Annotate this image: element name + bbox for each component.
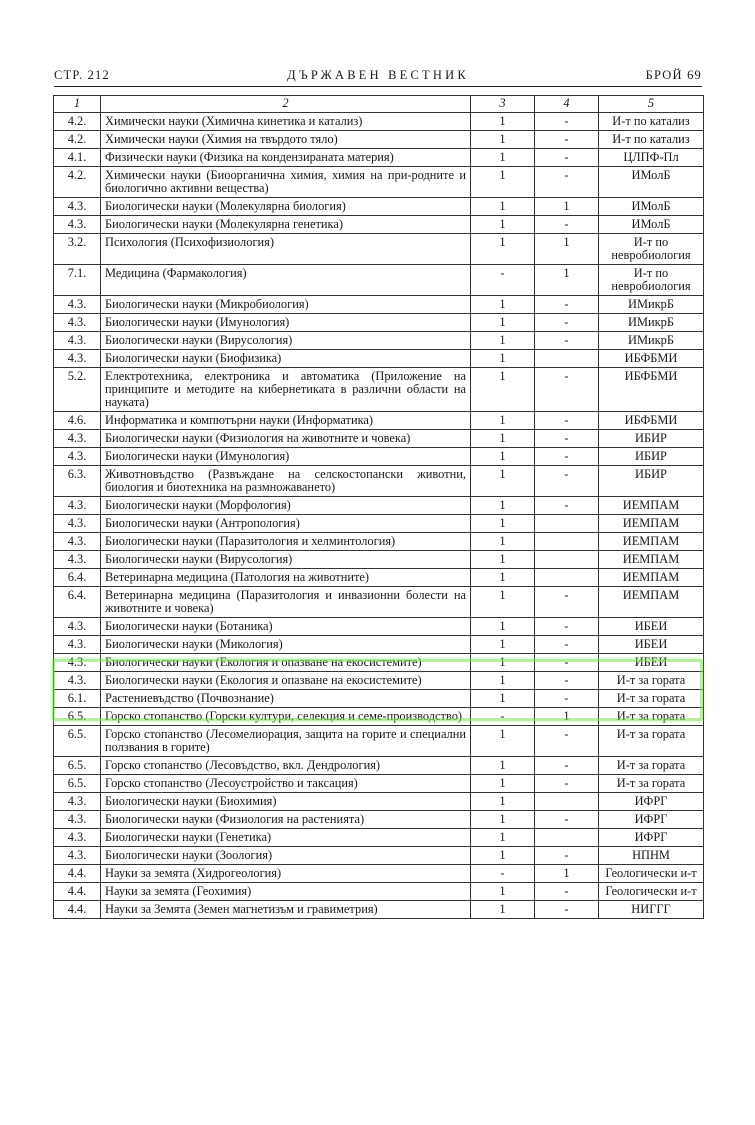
count-col4-cell: - — [535, 314, 599, 332]
table-row — [54, 350, 704, 368]
table-row — [54, 265, 704, 296]
count-col3-cell: 1 — [471, 587, 535, 618]
field-cell: Биологически науки (Имунология) — [101, 314, 471, 332]
count-col3-cell: 1 — [471, 314, 535, 332]
code-cell: 6.3. — [54, 466, 101, 497]
count-col3-cell: 1 — [471, 829, 535, 847]
code-cell: 4.3. — [54, 198, 101, 216]
code-cell: 6.5. — [54, 757, 101, 775]
count-col3-cell: 1 — [471, 726, 535, 757]
count-col4-cell: - — [535, 847, 599, 865]
table-row — [54, 726, 704, 757]
institute-cell: ИБФБМИ — [599, 368, 704, 412]
table-row — [54, 636, 704, 654]
count-col4-cell: - — [535, 654, 599, 672]
count-col4-cell: - — [535, 131, 599, 149]
field-cell: Горско стопанство (Лесомелиорация, защита на горите и специални ползвания в горите) — [101, 726, 471, 757]
table-row — [54, 672, 704, 690]
institute-cell: ИМикрБ — [599, 314, 704, 332]
field-cell: Физически науки (Физика на кондензираната материя) — [101, 149, 471, 167]
institute-cell: И-т по невробиология — [599, 265, 704, 296]
table-row — [54, 167, 704, 198]
count-col4-cell: 1 — [535, 865, 599, 883]
table-row — [54, 515, 704, 533]
field-cell: Биологически науки (Микробиология) — [101, 296, 471, 314]
count-col4-cell: - — [535, 448, 599, 466]
count-col4-cell: - — [535, 757, 599, 775]
institute-cell: ИЕМПАМ — [599, 569, 704, 587]
institute-cell: ИЕМПАМ — [599, 515, 704, 533]
count-col3-cell: 1 — [471, 569, 535, 587]
institute-cell: Геологически и-т — [599, 883, 704, 901]
count-col3-cell: 1 — [471, 672, 535, 690]
institute-cell: И-т по катализ — [599, 113, 704, 131]
field-cell: Биологически науки (Микология) — [101, 636, 471, 654]
institute-cell: ИБИР — [599, 466, 704, 497]
code-cell: 6.5. — [54, 775, 101, 793]
institute-cell: ИФРГ — [599, 829, 704, 847]
code-cell: 4.3. — [54, 332, 101, 350]
code-cell: 4.4. — [54, 901, 101, 919]
institute-cell: ИФРГ — [599, 811, 704, 829]
count-col3-cell: 1 — [471, 296, 535, 314]
institute-cell: ИБЕИ — [599, 618, 704, 636]
institute-cell: ИБФБМИ — [599, 350, 704, 368]
column-number: 4 — [535, 96, 599, 113]
field-cell: Химически науки (Химия на твърдото тяло) — [101, 131, 471, 149]
field-cell: Биологически науки (Имунология) — [101, 448, 471, 466]
field-cell: Горско стопанство (Лесоустройство и таксация) — [101, 775, 471, 793]
page-header — [54, 68, 702, 84]
field-cell: Горско стопанство (Лесовъдство, вкл. Дендрология) — [101, 757, 471, 775]
institute-cell: ИМикрБ — [599, 332, 704, 350]
field-cell: Биологически науки (Екология и опазване на екосистемите) — [101, 672, 471, 690]
count-col4-cell: - — [535, 811, 599, 829]
table-row — [54, 811, 704, 829]
code-cell: 6.4. — [54, 569, 101, 587]
code-cell: 4.2. — [54, 131, 101, 149]
count-col4-cell — [535, 551, 599, 569]
code-cell: 4.3. — [54, 847, 101, 865]
count-col4-cell: 1 — [535, 198, 599, 216]
count-col4-cell: - — [535, 618, 599, 636]
code-cell: 6.5. — [54, 708, 101, 726]
count-col3-cell: 1 — [471, 654, 535, 672]
field-cell: Биологически науки (Вирусология) — [101, 332, 471, 350]
column-number: 2 — [101, 96, 471, 113]
count-col3-cell: 1 — [471, 412, 535, 430]
field-cell: Биологически науки (Паразитология и хелминтология) — [101, 533, 471, 551]
code-cell: 4.3. — [54, 551, 101, 569]
count-col4-cell: - — [535, 412, 599, 430]
field-cell: Биологически науки (Молекулярна генетика) — [101, 216, 471, 234]
count-col3-cell: 1 — [471, 551, 535, 569]
institute-cell: И-т по невробиология — [599, 234, 704, 265]
count-col4-cell: - — [535, 636, 599, 654]
code-cell: 4.3. — [54, 314, 101, 332]
code-cell: 4.3. — [54, 296, 101, 314]
institute-cell: Геологически и-т — [599, 865, 704, 883]
institute-cell: ИМолБ — [599, 167, 704, 198]
count-col3-cell: 1 — [471, 690, 535, 708]
institute-cell: ИЕМПАМ — [599, 551, 704, 569]
publication-title: ДЪРЖАВЕН ВЕСТНИК — [287, 68, 469, 82]
field-cell: Химически науки (Химична кинетика и катализ) — [101, 113, 471, 131]
field-cell: Биологически науки (Биохимия) — [101, 793, 471, 811]
field-cell: Информатика и компютърни науки (Информатика) — [101, 412, 471, 430]
code-cell: 4.6. — [54, 412, 101, 430]
count-col4-cell: - — [535, 497, 599, 515]
institute-cell: И-т за гората — [599, 757, 704, 775]
institute-cell: ИМикрБ — [599, 296, 704, 314]
field-cell: Биологически науки (Морфология) — [101, 497, 471, 515]
table-row — [54, 757, 704, 775]
column-number: 5 — [599, 96, 704, 113]
count-col3-cell: 1 — [471, 618, 535, 636]
code-cell: 4.3. — [54, 618, 101, 636]
institute-cell: ИЕМПАМ — [599, 497, 704, 515]
table-row — [54, 690, 704, 708]
count-col3-cell: 1 — [471, 198, 535, 216]
table-row — [54, 466, 704, 497]
institute-cell: НПНМ — [599, 847, 704, 865]
count-col4-cell — [535, 569, 599, 587]
code-cell: 4.3. — [54, 811, 101, 829]
field-cell: Биологически науки (Молекулярна биология) — [101, 198, 471, 216]
code-cell: 4.2. — [54, 167, 101, 198]
count-col3-cell: 1 — [471, 149, 535, 167]
institute-cell: ИБИР — [599, 448, 704, 466]
header-divider — [54, 86, 702, 87]
table-row — [54, 216, 704, 234]
institute-cell: ИМолБ — [599, 198, 704, 216]
table-row — [54, 113, 704, 131]
field-cell: Химически науки (Биоорганична химия, химия на при-родните и биологично активни вещества) — [101, 167, 471, 198]
count-col3-cell: 1 — [471, 847, 535, 865]
table-row — [54, 430, 704, 448]
institute-cell: ЦЛПФ-Пл — [599, 149, 704, 167]
code-cell: 4.3. — [54, 497, 101, 515]
code-cell: 6.4. — [54, 587, 101, 618]
count-col4-cell: - — [535, 296, 599, 314]
table-row — [54, 551, 704, 569]
page-number: СТР. 212 — [54, 68, 110, 82]
count-col4-cell — [535, 515, 599, 533]
count-col3-cell: 1 — [471, 234, 535, 265]
field-cell: Биологически науки (Екология и опазване на екосистемите) — [101, 654, 471, 672]
table-row — [54, 296, 704, 314]
table-row — [54, 793, 704, 811]
count-col3-cell: 1 — [471, 793, 535, 811]
code-cell: 7.1. — [54, 265, 101, 296]
count-col3-cell: 1 — [471, 368, 535, 412]
code-cell: 4.3. — [54, 654, 101, 672]
institute-cell: НИГГГ — [599, 901, 704, 919]
code-cell: 4.3. — [54, 829, 101, 847]
count-col4-cell — [535, 829, 599, 847]
institute-cell: ИБИР — [599, 430, 704, 448]
table-row — [54, 883, 704, 901]
code-cell: 4.3. — [54, 636, 101, 654]
table-row — [54, 412, 704, 430]
field-cell: Биологически науки (Генетика) — [101, 829, 471, 847]
count-col4-cell: - — [535, 901, 599, 919]
count-col3-cell: 1 — [471, 883, 535, 901]
positions-table — [53, 95, 704, 919]
table-row — [54, 368, 704, 412]
code-cell: 4.3. — [54, 350, 101, 368]
count-col4-cell: - — [535, 216, 599, 234]
field-cell: Биологически науки (Вирусология) — [101, 551, 471, 569]
table-row — [54, 533, 704, 551]
table-row — [54, 314, 704, 332]
institute-cell: И-т за гората — [599, 775, 704, 793]
table-row — [54, 708, 704, 726]
count-col4-cell: - — [535, 332, 599, 350]
count-col3-cell: 1 — [471, 533, 535, 551]
field-cell: Ветеринарна медицина (Паразитология и инвазионни болести на животните и човека) — [101, 587, 471, 618]
count-col3-cell: 1 — [471, 636, 535, 654]
count-col3-cell: 1 — [471, 466, 535, 497]
count-col4-cell: - — [535, 113, 599, 131]
field-cell: Горско стопанство (Горски култури, селекция и семе-производство) — [101, 708, 471, 726]
count-col3-cell: 1 — [471, 775, 535, 793]
code-cell: 4.3. — [54, 672, 101, 690]
column-number: 3 — [471, 96, 535, 113]
code-cell: 4.3. — [54, 533, 101, 551]
table-row — [54, 332, 704, 350]
code-cell: 4.4. — [54, 865, 101, 883]
code-cell: 4.3. — [54, 448, 101, 466]
code-cell: 4.3. — [54, 430, 101, 448]
count-col4-cell: - — [535, 466, 599, 497]
count-col4-cell: - — [535, 775, 599, 793]
count-col3-cell: 1 — [471, 901, 535, 919]
code-cell: 5.2. — [54, 368, 101, 412]
count-col3-cell: 1 — [471, 131, 535, 149]
institute-cell: И-т за гората — [599, 690, 704, 708]
field-cell: Науки за земята (Геохимия) — [101, 883, 471, 901]
count-col3-cell: 1 — [471, 113, 535, 131]
code-cell: 4.1. — [54, 149, 101, 167]
table-row — [54, 131, 704, 149]
field-cell: Животновъдство (Развъждане на селскостопански животни, биология и биотехника на размножаването) — [101, 466, 471, 497]
institute-cell: И-т по катализ — [599, 131, 704, 149]
count-col4-cell: 1 — [535, 708, 599, 726]
table-row — [54, 448, 704, 466]
count-col4-cell — [535, 793, 599, 811]
table-row — [54, 569, 704, 587]
field-cell: Психология (Психофизиология) — [101, 234, 471, 265]
count-col4-cell — [535, 533, 599, 551]
field-cell: Растениевъдство (Почвознание) — [101, 690, 471, 708]
field-cell: Биологически науки (Антропология) — [101, 515, 471, 533]
count-col3-cell: 1 — [471, 216, 535, 234]
count-col3-cell: 1 — [471, 515, 535, 533]
institute-cell: ИЕМПАМ — [599, 587, 704, 618]
table-row — [54, 654, 704, 672]
column-number-row — [54, 96, 704, 113]
code-cell: 4.3. — [54, 793, 101, 811]
count-col4-cell: - — [535, 149, 599, 167]
institute-cell: И-т за гората — [599, 672, 704, 690]
table-row — [54, 497, 704, 515]
column-number: 1 — [54, 96, 101, 113]
code-cell: 6.5. — [54, 726, 101, 757]
table-row — [54, 618, 704, 636]
table-row — [54, 587, 704, 618]
table-row — [54, 901, 704, 919]
institute-cell: ИБЕИ — [599, 636, 704, 654]
code-cell: 4.3. — [54, 515, 101, 533]
table-row — [54, 847, 704, 865]
field-cell: Биологически науки (Биофизика) — [101, 350, 471, 368]
count-col3-cell: 1 — [471, 167, 535, 198]
count-col3-cell: 1 — [471, 497, 535, 515]
count-col3-cell: 1 — [471, 811, 535, 829]
count-col3-cell: 1 — [471, 350, 535, 368]
code-cell: 6.1. — [54, 690, 101, 708]
field-cell: Биологически науки (Физиология на животните и човека) — [101, 430, 471, 448]
count-col3-cell: 1 — [471, 332, 535, 350]
count-col4-cell: - — [535, 430, 599, 448]
field-cell: Електротехника, електроника и автоматика (Приложение на принципите и методите на кибернетиката в различни области на науката) — [101, 368, 471, 412]
table-row — [54, 149, 704, 167]
count-col3-cell: 1 — [471, 757, 535, 775]
institute-cell: ИБФБМИ — [599, 412, 704, 430]
institute-cell: И-т за гората — [599, 726, 704, 757]
institute-cell: ИЕМПАМ — [599, 533, 704, 551]
count-col4-cell: - — [535, 167, 599, 198]
count-col4-cell: - — [535, 587, 599, 618]
field-cell: Ветеринарна медицина (Патология на животните) — [101, 569, 471, 587]
count-col3-cell: 1 — [471, 448, 535, 466]
count-col4-cell: - — [535, 672, 599, 690]
count-col3-cell: - — [471, 708, 535, 726]
table-row — [54, 234, 704, 265]
institute-cell: И-т за гората — [599, 708, 704, 726]
field-cell: Биологически науки (Ботаника) — [101, 618, 471, 636]
field-cell: Биологически науки (Зоология) — [101, 847, 471, 865]
institute-cell: ИФРГ — [599, 793, 704, 811]
count-col3-cell: 1 — [471, 430, 535, 448]
institute-cell: ИБЕИ — [599, 654, 704, 672]
count-col4-cell: - — [535, 883, 599, 901]
table-row — [54, 198, 704, 216]
issue-number: БРОЙ 69 — [645, 68, 702, 82]
field-cell: Медицина (Фармакология) — [101, 265, 471, 296]
code-cell: 3.2. — [54, 234, 101, 265]
code-cell: 4.4. — [54, 883, 101, 901]
field-cell: Биологически науки (Физиология на растенията) — [101, 811, 471, 829]
institute-cell: ИМолБ — [599, 216, 704, 234]
count-col4-cell: 1 — [535, 234, 599, 265]
code-cell: 4.3. — [54, 216, 101, 234]
count-col4-cell: - — [535, 690, 599, 708]
count-col4-cell: - — [535, 368, 599, 412]
count-col4-cell: 1 — [535, 265, 599, 296]
table-row — [54, 865, 704, 883]
table-row — [54, 829, 704, 847]
code-cell: 4.2. — [54, 113, 101, 131]
count-col3-cell: - — [471, 265, 535, 296]
count-col4-cell: - — [535, 726, 599, 757]
field-cell: Науки за Земята (Земен магнетизъм и гравиметрия) — [101, 901, 471, 919]
count-col4-cell — [535, 350, 599, 368]
count-col3-cell: - — [471, 865, 535, 883]
table-row — [54, 775, 704, 793]
field-cell: Науки за земята (Хидрогеология) — [101, 865, 471, 883]
